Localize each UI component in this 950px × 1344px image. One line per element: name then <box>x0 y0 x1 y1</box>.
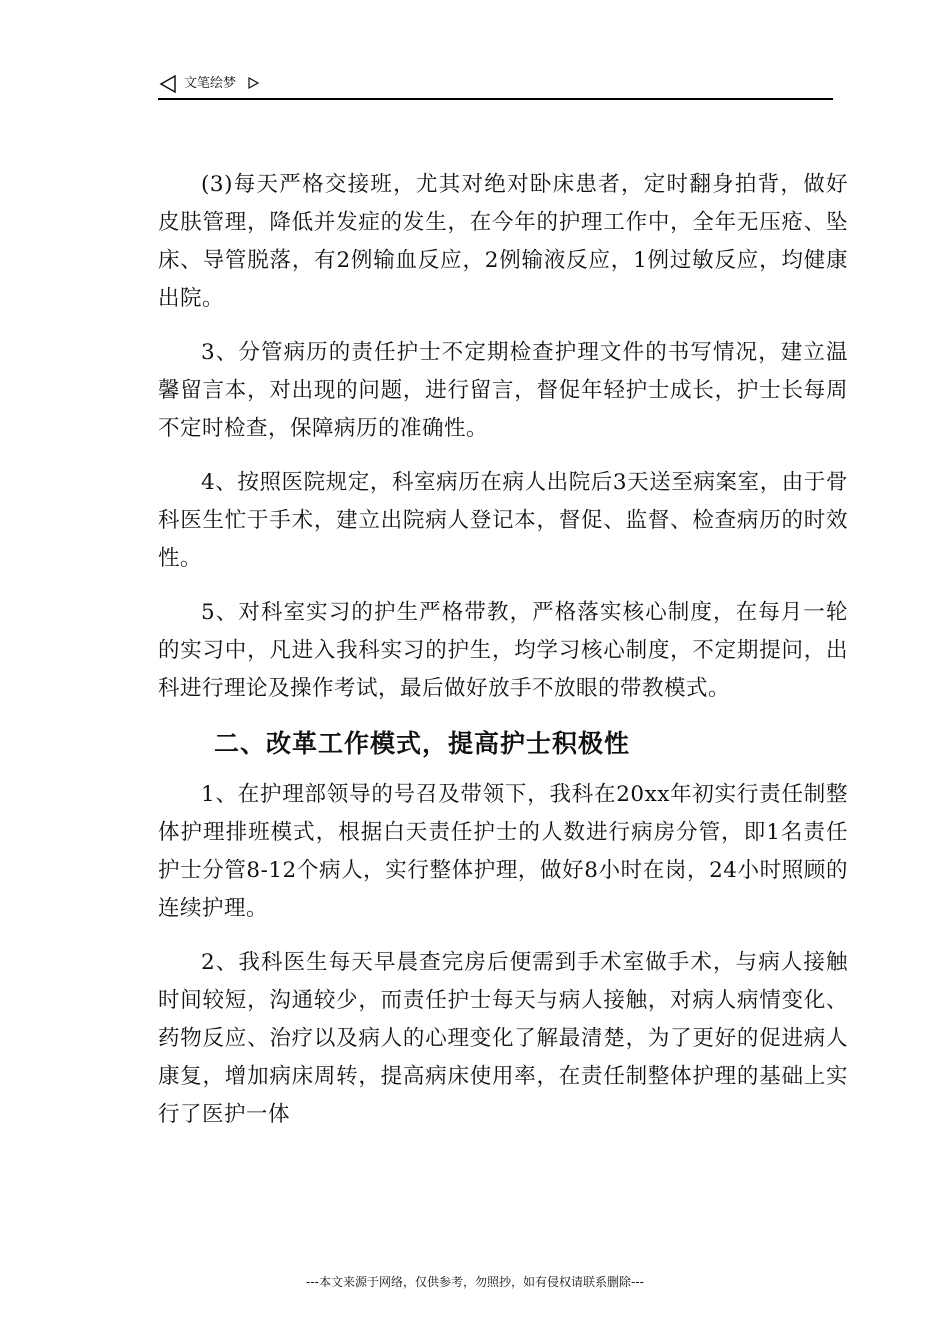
page-header <box>158 74 833 100</box>
paragraph: 4、按照医院规定，科室病历在病人出院后3天送至病案室，由于骨科医生忙于手术，建立出院病人登记本，督促、监督、检查病历的时效性。 <box>158 470 848 571</box>
paragraph: 1、在护理部领导的号召及带领下，我科在20xx年初实行责任制整体护理排班模式，根据白天责任护士的人数进行病房分管，即1名责任护士分管8-12个病人，实行整体护理，做好8小时在岗，24小时照顾的连续护理。 <box>158 782 848 921</box>
paragraph: 3、分管病历的责任护士不定期检查护理文件的书写情况，建立温馨留言本，对出现的问题，进行留言，督促年轻护士成长，护士长每周不定时检查，保障病历的准确性。 <box>158 340 848 441</box>
paragraph: 5、对科室实习的护生严格带教，严格落实核心制度，在每月一轮的实习中，凡进入我科实习的护生，均学习核心制度，不定期提问，出科进行理论及操作考试，最后做好放手不放眼的带教模式。 <box>158 600 848 701</box>
header-title: 文笔绘梦 <box>184 76 237 91</box>
footer-disclaimer: ---本文来源于网络，仅供参考，勿照抄，如有侵权请联系删除--- <box>306 1275 644 1289</box>
section-heading: 二、改革工作模式，提高护士积极性 <box>214 729 631 758</box>
paragraph: (3)每天严格交接班，尤其对绝对卧床患者，定时翻身拍背，做好皮肤管理，降低并发症的发生，在今年的护理工作中，全年无压疮、坠床、导管脱落，有2例输血反应，2例输液反应，1例过敏反应，均健康出院。 <box>158 172 848 311</box>
triangle-left-outline-icon <box>158 74 178 94</box>
triangle-right-outline-icon <box>246 76 260 90</box>
paragraph: 2、我科医生每天早晨查完房后便需到手术室做手术，与病人接触时间较短，沟通较少，而责任护士每天与病人接触，对病人病情变化、药物反应、治疗以及病人的心理变化了解最清楚，为了更好的促进病人康复，增加病床周转，提高病床使用率，在责任制整体护理的基础上实行了医护一体 <box>158 950 848 1127</box>
document-body <box>158 166 848 1150</box>
